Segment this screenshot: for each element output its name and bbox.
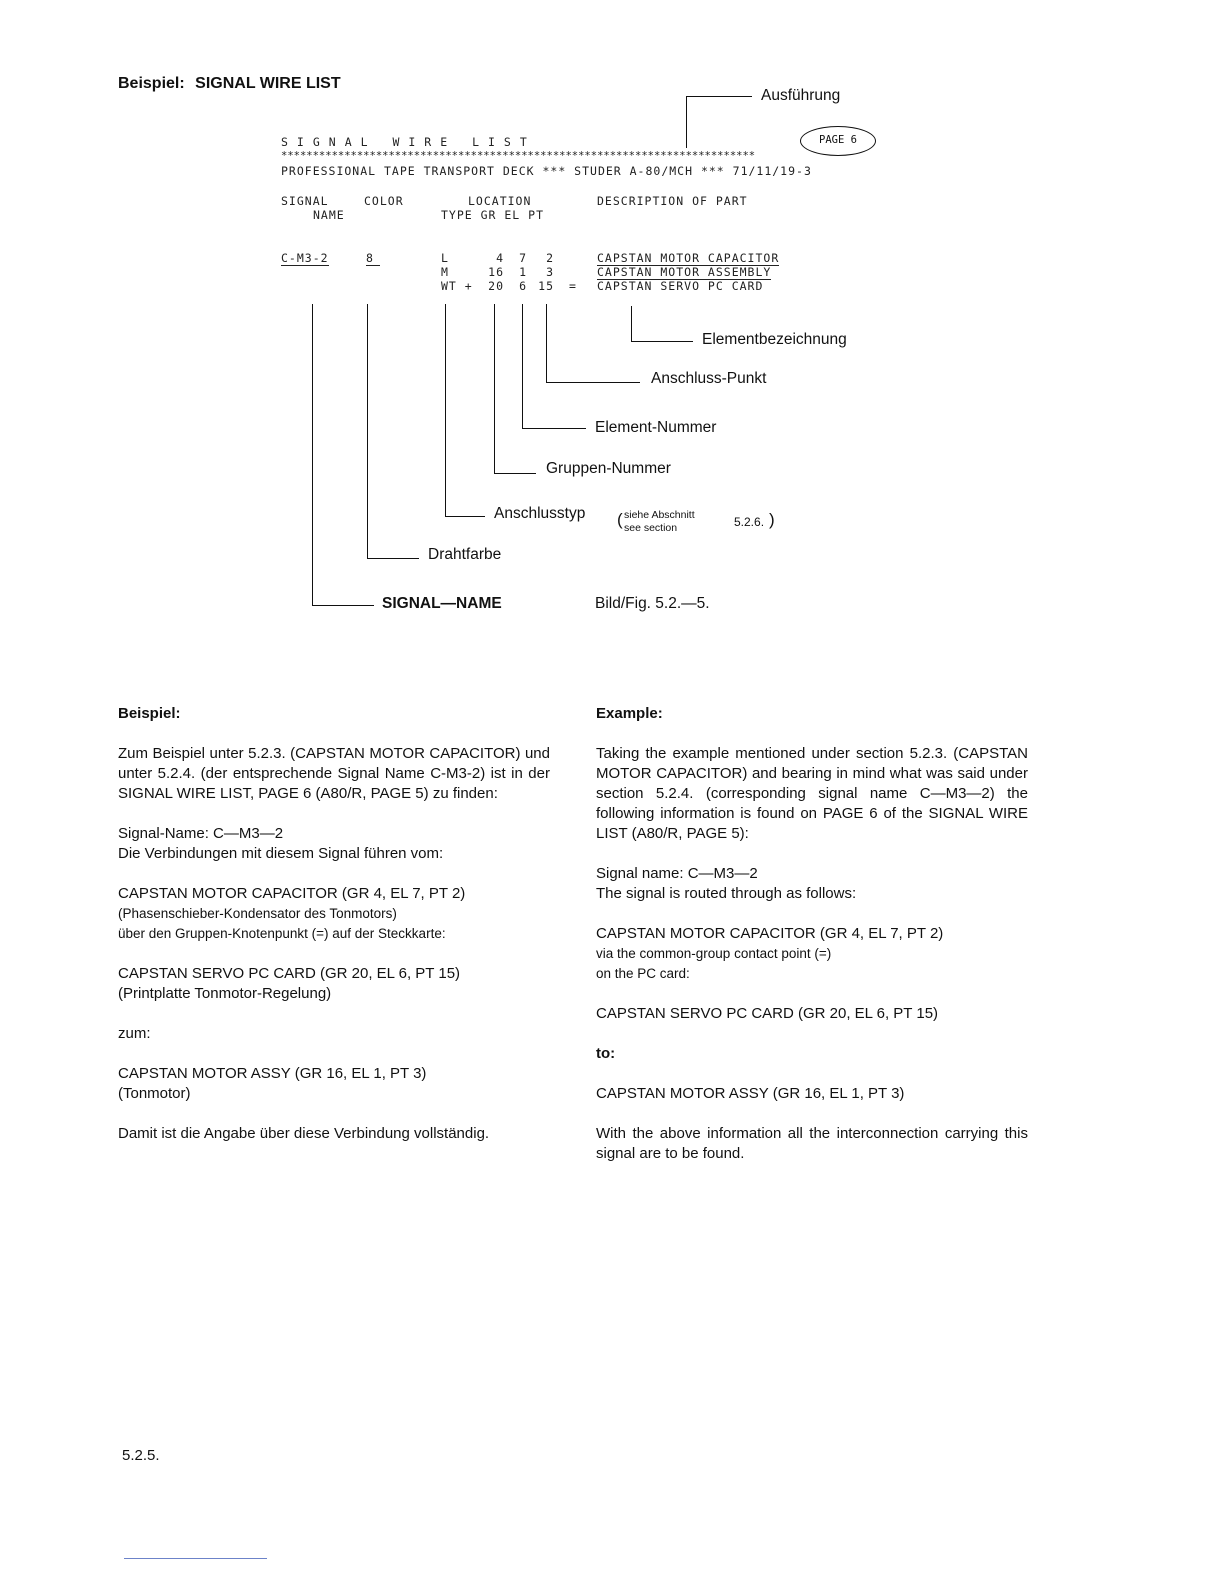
leader-elementbezeichnung-v bbox=[631, 306, 632, 342]
leader-elementbezeichnung-h bbox=[631, 341, 693, 342]
english-assy: CAPSTAN MOTOR ASSY (GR 16, EL 1, PT 3) bbox=[596, 1085, 905, 1102]
siehe-abschnitt: siehe Abschnitt bbox=[624, 509, 695, 521]
german-connections: Die Verbindungen mit diesem Signal führen vom: bbox=[118, 845, 444, 862]
col-header-location: LOCATION bbox=[468, 194, 532, 208]
footer-rule bbox=[124, 1558, 267, 1559]
german-assy: CAPSTAN MOTOR ASSY (GR 16, EL 1, PT 3) bbox=[118, 1065, 427, 1082]
row-1-type: M bbox=[441, 265, 449, 279]
signal-wire-list-title: SIGNAL WIRE LIST bbox=[195, 75, 341, 92]
english-capacitor: CAPSTAN MOTOR CAPACITOR (GR 4, EL 7, PT 2) bbox=[596, 925, 944, 942]
label-ausfuehrung: Ausführung bbox=[761, 87, 841, 104]
col-header-location-sub: TYPE GR EL PT bbox=[441, 208, 545, 222]
german-capacitor-note: (Phasenschieber-Kondensator des Tonmotors) bbox=[118, 906, 397, 921]
leader-anschlusstyp-h bbox=[445, 516, 485, 517]
row-1-desc: CAPSTAN MOTOR ASSEMBLY bbox=[597, 265, 772, 279]
leader-signal-name-h bbox=[312, 605, 374, 606]
german-signal-name: Signal-Name: C—M3—2 bbox=[118, 825, 284, 842]
figure-caption: Bild/Fig. 5.2.—5. bbox=[595, 595, 710, 612]
leader-gruppen-nummer-h bbox=[494, 473, 536, 474]
english-column bbox=[596, 704, 1028, 1164]
label-signal-name: SIGNAL—NAME bbox=[382, 595, 502, 612]
col-header-signal: SIGNAL bbox=[281, 194, 329, 208]
leader-gruppen-nummer-v bbox=[494, 304, 495, 474]
page-heading bbox=[118, 75, 341, 93]
row-2-desc: CAPSTAN SERVO PC CARD bbox=[597, 279, 764, 293]
signal-name-value: C-M3-2 bbox=[281, 251, 329, 265]
leader-signal-name-v bbox=[312, 304, 313, 606]
section-ref-number: 5.2.6. bbox=[734, 515, 765, 529]
leader-anschluss-punkt-h bbox=[546, 382, 640, 383]
page-number: 5.2.5. bbox=[122, 1447, 160, 1464]
section-ref-paren-close: ) bbox=[769, 510, 775, 529]
english-heading: Example: bbox=[596, 705, 663, 722]
leader-element-nummer-v bbox=[522, 304, 523, 429]
color-value: 8 bbox=[366, 251, 380, 266]
row-2-gr: 20 bbox=[488, 279, 504, 293]
label-gruppen-nummer: Gruppen-Nummer bbox=[546, 460, 671, 477]
col-header-description: DESCRIPTION OF PART bbox=[597, 194, 748, 208]
row-0-pt: 2 bbox=[546, 251, 554, 265]
col-header-name: NAME bbox=[313, 208, 345, 222]
german-closing: Damit ist die Angabe über diese Verbindung vollständig. bbox=[118, 1125, 490, 1142]
row-2-pt: 15 bbox=[538, 279, 554, 293]
col-header-color: COLOR bbox=[364, 194, 404, 208]
row-1-pt: 3 bbox=[546, 265, 554, 279]
english-via-2: on the PC card: bbox=[596, 966, 690, 981]
german-intro: Zum Beispiel unter 5.2.3. (CAPSTAN MOTOR CAPACITOR) und unter 5.2.4. (der entsprechende Signal Name C-M3-2) ist in der SIGNAL WIRE LIST, PAGE 6 (A80/R, PAGE 5) zu finden: bbox=[118, 745, 550, 802]
row-2-el: 6 bbox=[519, 279, 527, 293]
leader-drahtfarbe-v bbox=[367, 304, 368, 559]
label-elementbezeichnung: Elementbezeichnung bbox=[702, 331, 847, 348]
section-ref-paren-open: ( bbox=[617, 510, 623, 529]
german-servo: CAPSTAN SERVO PC CARD (GR 20, EL 6, PT 15) bbox=[118, 965, 461, 982]
leader-anschluss-punkt-v bbox=[546, 304, 547, 383]
ausfuehrung-leader-h bbox=[686, 96, 752, 97]
row-0-gr: 4 bbox=[496, 251, 504, 265]
row-1-el: 1 bbox=[519, 265, 527, 279]
listing-deck-line: PROFESSIONAL TAPE TRANSPORT DECK *** STUDER A-80/MCH *** 71/11/19-3 bbox=[281, 164, 812, 178]
english-routed: The signal is routed through as follows: bbox=[596, 885, 857, 902]
listing-title: SIGNAL WIRE LIST bbox=[281, 135, 536, 149]
row-2-eq: = bbox=[569, 279, 577, 293]
label-anschluss-punkt: Anschluss-Punkt bbox=[651, 370, 767, 387]
leader-element-nummer-h bbox=[522, 428, 586, 429]
german-column bbox=[118, 704, 550, 1144]
row-1-gr: 16 bbox=[488, 265, 504, 279]
row-0-desc: CAPSTAN MOTOR CAPACITOR bbox=[597, 251, 780, 265]
english-intro: Taking the example mentioned under section 5.2.3. (CAPSTAN MOTOR CAPACITOR) and bearing in mind what was said under section 5.2.4. (corresponding signal name C—M3—2) the following information is found on PAGE 6 of the SIGNAL WIRE LIST (A80/R, PAGE 5): bbox=[596, 745, 1028, 842]
row-0-type: L bbox=[441, 251, 449, 265]
german-to: zum: bbox=[118, 1025, 151, 1042]
label-element-nummer: Element-Nummer bbox=[595, 419, 717, 436]
section-ref-note bbox=[624, 509, 695, 535]
english-closing: With the above information all the interconnection carrying this signal are to be found. bbox=[596, 1125, 1028, 1162]
label-anschlusstyp: Anschlusstyp bbox=[494, 505, 586, 522]
leader-anschlusstyp-v bbox=[445, 304, 446, 517]
see-section: see section bbox=[624, 522, 678, 534]
row-2-type: WT + bbox=[441, 279, 473, 293]
english-via-1: via the common-group contact point (=) bbox=[596, 946, 832, 961]
english-signal-name: Signal name: C—M3—2 bbox=[596, 865, 758, 882]
english-servo: CAPSTAN SERVO PC CARD (GR 20, EL 6, PT 15) bbox=[596, 1005, 939, 1022]
ausfuehrung-leader-v bbox=[686, 96, 687, 148]
german-via: über den Gruppen-Knotenpunkt (=) auf der Steckkarte: bbox=[118, 926, 446, 941]
row-0-el: 7 bbox=[519, 251, 527, 265]
listing-stars: *************************************************************************** bbox=[281, 150, 756, 162]
german-assy-note: (Tonmotor) bbox=[118, 1085, 191, 1102]
english-to: to: bbox=[596, 1045, 616, 1062]
german-servo-note: (Printplatte Tonmotor-Regelung) bbox=[118, 985, 332, 1002]
beispiel-label: Beispiel: bbox=[118, 75, 185, 92]
page-marker-oval: PAGE 6 bbox=[800, 126, 876, 156]
german-capacitor: CAPSTAN MOTOR CAPACITOR (GR 4, EL 7, PT 2) bbox=[118, 885, 466, 902]
german-heading: Beispiel: bbox=[118, 705, 181, 722]
label-drahtfarbe: Drahtfarbe bbox=[428, 546, 502, 563]
leader-drahtfarbe-h bbox=[367, 558, 419, 559]
